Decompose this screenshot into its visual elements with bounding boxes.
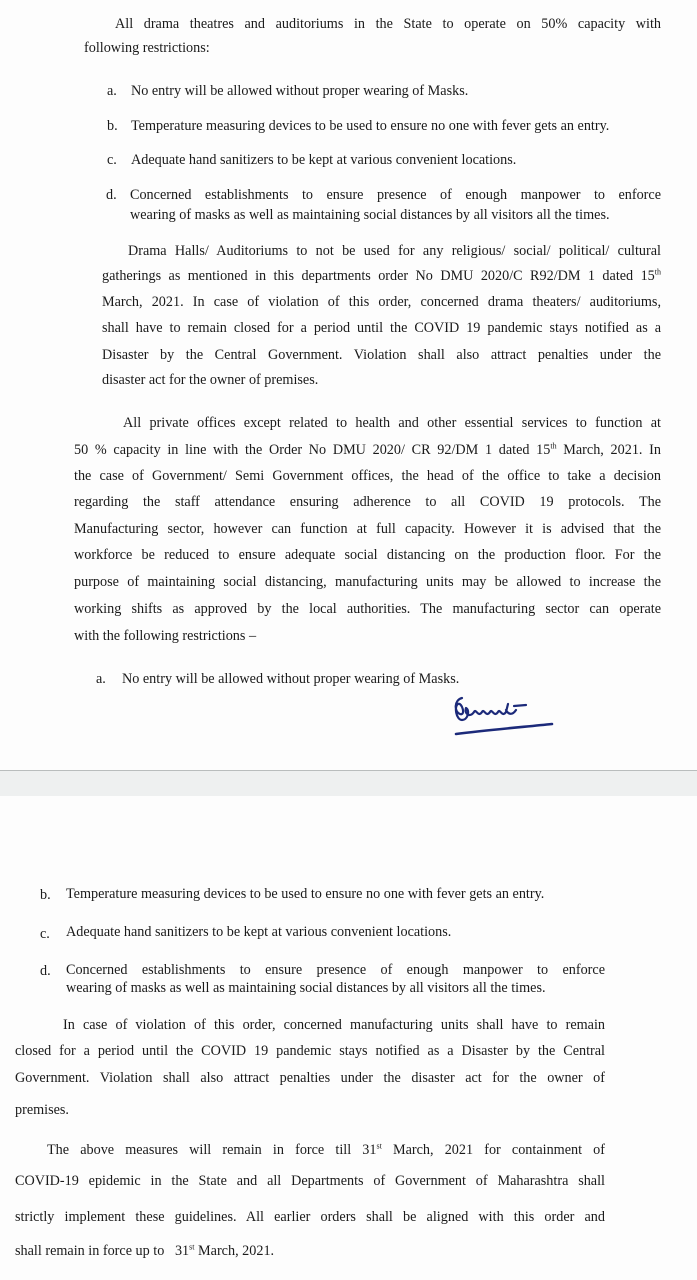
list-item: Temperature measuring devices to be used to ensure no one with fever gets an entry. xyxy=(131,118,610,134)
list-label: d. xyxy=(40,963,51,979)
ordinal-suffix: th xyxy=(550,441,557,451)
list-item: No entry will be allowed without proper wearing of Masks. xyxy=(122,671,460,687)
list-label: a. xyxy=(107,83,117,99)
theatres-paragraph-line: following restrictions: xyxy=(84,40,210,56)
ordinal-suffix: st xyxy=(189,1242,195,1252)
ordinal-suffix: st xyxy=(376,1141,382,1151)
drama-halls-paragraph-line: Disaster by the Central Government. Violation shall also attract penalties under the xyxy=(102,347,661,363)
list-item: wearing of masks as well as maintaining social distances by all visitors all the times. xyxy=(66,980,546,996)
violation-paragraph-line: closed for a period until the COVID 19 pandemic stays notified as a Disaster by the Central xyxy=(15,1043,605,1059)
private-offices-paragraph-line: purpose of maintaining social distancing, manufacturing units may be allowed to increase the xyxy=(74,574,661,590)
list-item: Temperature measuring devices to be used to ensure no one with fever gets an entry. xyxy=(66,886,545,902)
ordinal-suffix: th xyxy=(654,267,661,277)
page-separator xyxy=(0,770,697,798)
private-offices-paragraph-line: with the following restrictions – xyxy=(74,628,257,644)
drama-halls-paragraph-line: shall have to remain closed for a period until the COVID 19 pandemic stays notified as a xyxy=(102,320,661,336)
list-item: Concerned establishments to ensure presence of enough manpower to enforce xyxy=(66,962,605,978)
list-label: d. xyxy=(106,187,117,203)
list-item: Adequate hand sanitizers to be kept at various convenient locations. xyxy=(131,152,517,168)
violation-paragraph-line: Government. Violation shall also attract penalties under the disaster act for the owner of xyxy=(15,1070,605,1086)
drama-halls-paragraph-line: March, 2021. In case of violation of this order, concerned drama theaters/ auditoriums, xyxy=(102,294,661,310)
list-label: a. xyxy=(96,671,106,687)
private-offices-paragraph-line: the case of Government/ Semi Government offices, the head of the office to take a decision xyxy=(74,468,661,484)
private-offices-paragraph-line xyxy=(74,442,661,458)
order-reference-text: gatherings as mentioned in this departments order No DMU 2020/C R92/DM 1 dated 15 xyxy=(102,268,655,284)
order-reference-text: March, 2021. In xyxy=(556,442,661,458)
drama-halls-paragraph-line: disaster act for the owner of premises. xyxy=(102,372,319,388)
private-offices-paragraph-line: workforce be reduced to ensure adequate social distancing on the production floor. For the xyxy=(74,547,661,563)
private-offices-paragraph-line: regarding the staff attendance ensuring adherence to all COVID 19 protocols. The xyxy=(74,494,661,510)
list-label: b. xyxy=(107,118,118,134)
list-label: c. xyxy=(40,926,50,942)
list-item: No entry will be allowed without proper wearing of Masks. xyxy=(131,83,469,99)
private-offices-paragraph-line: Manufacturing sector, however can function at full capacity. However it is advised that the xyxy=(74,521,661,537)
validity-text: The above measures will remain in force till 31 xyxy=(47,1142,377,1158)
validity-paragraph-line xyxy=(47,1142,605,1158)
handwritten-signature xyxy=(448,690,558,740)
private-offices-paragraph-line: working shifts as approved by the local authorities. The manufacturing sector can operate xyxy=(74,601,661,617)
drama-halls-paragraph-line xyxy=(102,268,661,284)
order-reference-text: 50 % capacity in line with the Order No DMU 2020/ CR 92/DM 1 dated 15 xyxy=(74,442,551,458)
validity-text: March, 2021. xyxy=(194,1243,275,1259)
list-item: Adequate hand sanitizers to be kept at various convenient locations. xyxy=(66,924,452,940)
validity-text: March, 2021 for containment of xyxy=(381,1142,605,1158)
drama-halls-paragraph-line: Drama Halls/ Auditoriums to not be used for any religious/ social/ political/ cultural xyxy=(128,243,661,259)
private-offices-paragraph-line: All private offices except related to health and other essential services to function at xyxy=(123,415,661,431)
list-label: c. xyxy=(107,152,117,168)
validity-text: shall remain in force up to 31 xyxy=(15,1243,190,1259)
theatres-paragraph-line: All drama theatres and auditoriums in the State to operate on 50% capacity with xyxy=(115,16,661,32)
document-page-2 xyxy=(0,796,697,1280)
validity-paragraph-line: strictly implement these guidelines. All earlier orders shall be aligned with this order and xyxy=(15,1209,605,1225)
validity-paragraph-line: COVID-19 epidemic in the State and all Departments of Government of Maharashtra shall xyxy=(15,1173,605,1189)
list-label: b. xyxy=(40,887,51,903)
list-item: wearing of masks as well as maintaining social distances by all visitors all the times. xyxy=(130,207,610,223)
violation-paragraph-line: In case of violation of this order, concerned manufacturing units shall have to remain xyxy=(63,1017,605,1033)
list-item: Concerned establishments to ensure presence of enough manpower to enforce xyxy=(130,187,661,203)
violation-paragraph-line: premises. xyxy=(15,1102,69,1118)
validity-paragraph-line xyxy=(15,1243,274,1259)
